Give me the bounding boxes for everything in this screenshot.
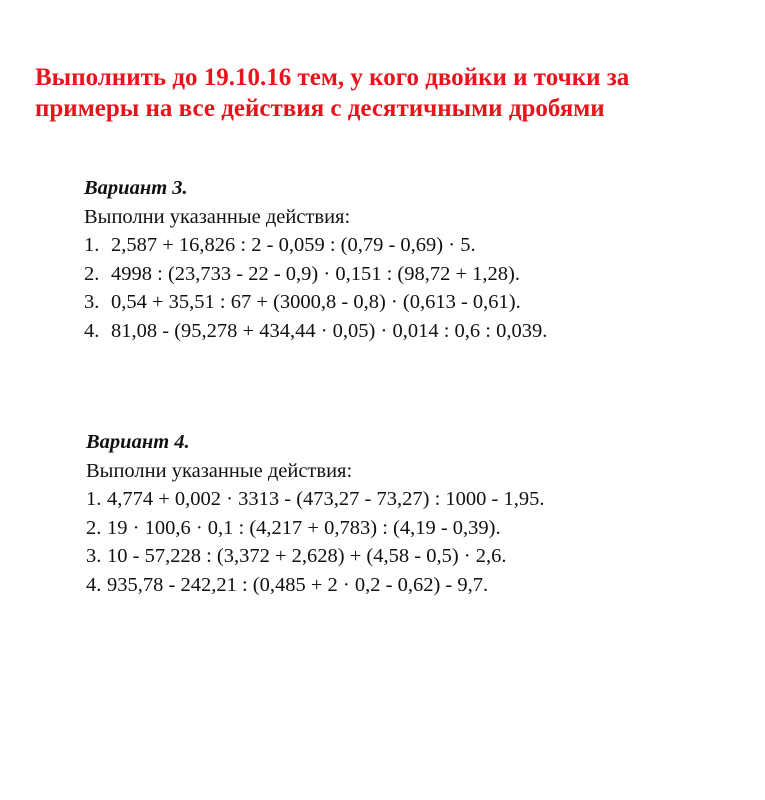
exercise-number: 4.	[84, 319, 100, 342]
exercise-number: 1.	[84, 234, 100, 256]
variant-instruction: Выполни указанные действия:	[86, 459, 353, 482]
variant-3-block	[84, 174, 547, 345]
exercise-expression: 2,587 + 16,826 : 2 - 0,059 : (0,79 - 0,69) · 5.	[111, 234, 476, 256]
variant-4-block	[86, 428, 544, 599]
variant-title: Вариант 4.	[86, 431, 190, 453]
exercise-expression: 4998 : (23,733 - 22 - 0,9) · 0,151 : (98,72 + 1,28).	[111, 262, 520, 285]
exercise-item	[86, 571, 544, 600]
exercise-expression: 19 · 100,6 · 0,1 : (4,217 + 0,783) : (4,19 - 0,39).	[107, 516, 501, 539]
variant-title: Вариант 3.	[84, 177, 188, 199]
assignment-header	[35, 62, 755, 124]
exercise-number: 3.	[84, 291, 100, 313]
header-line-2: примеры на все действия с десятичными дробями	[35, 95, 605, 122]
exercise-number: 2.	[86, 516, 102, 539]
exercise-list	[84, 231, 547, 345]
exercise-item	[86, 485, 544, 514]
exercise-expression: 81,08 - (95,278 + 434,44 · 0,05) · 0,014 : 0,6 : 0,039.	[111, 319, 548, 342]
exercise-number: 2.	[84, 262, 100, 285]
exercise-expression: 10 - 57,228 : (3,372 + 2,628) + (4,58 - 0,5) · 2,6.	[107, 545, 507, 567]
exercise-item	[84, 317, 547, 346]
exercise-item	[84, 231, 547, 260]
exercise-expression: 0,54 + 35,51 : 67 + (3000,8 - 0,8) · (0,613 - 0,61).	[111, 291, 521, 313]
exercise-item	[84, 288, 547, 317]
exercise-expression: 935,78 - 242,21 : (0,485 + 2 · 0,2 - 0,62) - 9,7.	[107, 573, 489, 596]
exercise-item	[86, 514, 544, 543]
exercise-expression: 4,774 + 0,002 · 3313 - (473,27 - 73,27) : 1000 - 1,95.	[107, 488, 545, 510]
exercise-item	[86, 542, 544, 571]
variant-instruction: Выполни указанные действия:	[84, 205, 351, 228]
exercise-list	[86, 485, 544, 599]
exercise-number: 4.	[86, 573, 102, 596]
exercise-number: 1.	[86, 488, 102, 510]
exercise-number: 3.	[86, 545, 102, 567]
header-line-1: Выполнить до 19.10.16 тем, у кого двойки и точки за	[35, 64, 630, 91]
exercise-item	[84, 260, 547, 289]
